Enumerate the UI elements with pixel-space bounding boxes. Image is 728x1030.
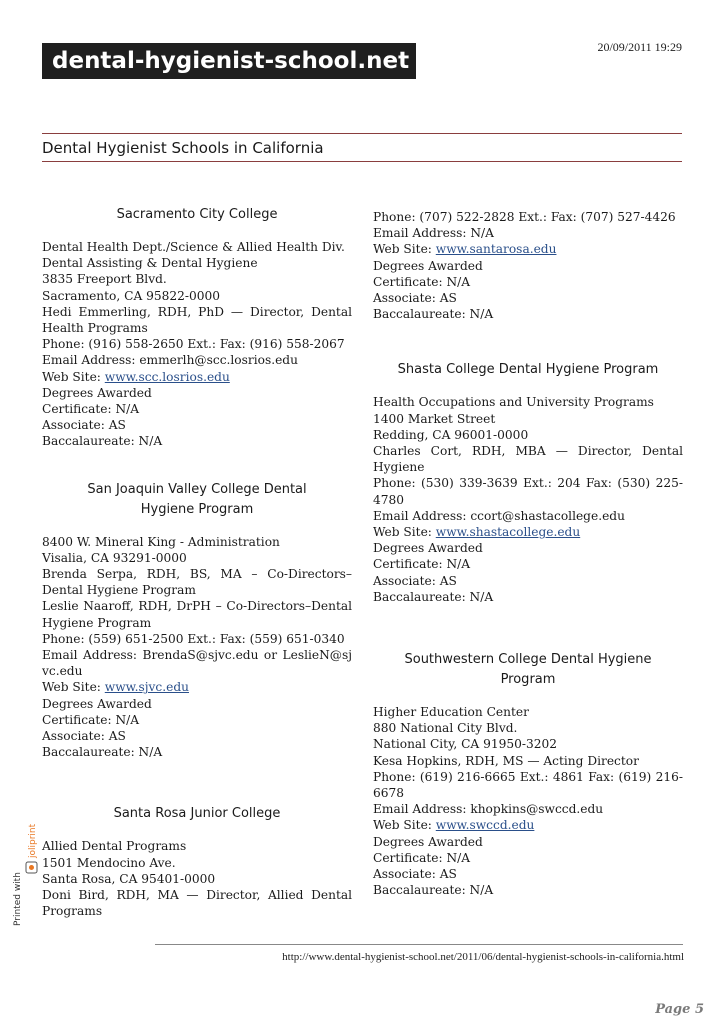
web-site-line	[373, 241, 683, 257]
entry-body	[373, 209, 683, 322]
entry-title: Shasta College Dental Hygiene Program	[397, 362, 659, 378]
entry-line: Baccalaureate: N/A	[373, 883, 494, 898]
entry-line: Phone: (916) 558-2650 Ext.: Fax: (916) 558-2067	[42, 337, 345, 352]
entry-line: Baccalaureate: N/A	[42, 434, 163, 449]
web-site-line	[373, 524, 683, 540]
entry-title: Santa Rosa Junior College	[113, 806, 281, 822]
entry-santa-rosa-continued	[373, 209, 683, 322]
entry-line: Phone: (707) 522-2828 Ext.: Fax: (707) 527-4426	[373, 210, 676, 224]
entry-line: Kesa Hopkins, RDH, MS — Acting Director	[373, 753, 639, 768]
entry-line: 1400 Market Street	[373, 411, 496, 426]
entry-line: Associate: AS	[42, 729, 126, 744]
joliprint-badge	[8, 818, 38, 928]
entry-line: Certificate: N/A	[373, 274, 471, 289]
entry-line: Associate: AS	[373, 291, 457, 306]
entry-line: Sacramento, CA 95822-0000	[42, 288, 221, 303]
entry-line: Leslie Naaroff, RDH, DrPH – Co-Directors–Dental Hygiene Program	[42, 599, 352, 630]
entry-body	[373, 394, 683, 605]
entry-body	[373, 704, 683, 898]
entry-title: Southwestern College Dental Hygiene Program	[404, 652, 652, 688]
entry-line: Phone: (530) 339-3639 Ext.: 204 Fax: (530) 225-4780	[373, 476, 683, 507]
entry-title: Sacramento City College	[116, 207, 278, 222]
entry-line: Phone: (559) 651-2500 Ext.: Fax: (559) 651-0340	[42, 631, 345, 646]
entry-line: Visalia, CA 93291-0000	[42, 550, 187, 565]
entry-shasta	[373, 360, 683, 605]
web-site-link[interactable]: www.santarosa.edu	[435, 242, 557, 257]
entry-line: Health Occupations and University Programs	[373, 395, 654, 410]
web-site-label: Web Site:	[373, 818, 436, 833]
entry-san-joaquin	[42, 480, 352, 761]
title-rule-bottom	[42, 161, 682, 162]
footer-rule	[155, 944, 683, 945]
page-title: Dental Hygienist Schools in California	[42, 139, 324, 157]
entry-line: Higher Education Center	[373, 705, 529, 720]
printed-with-label: Printed with	[13, 872, 23, 926]
entry-line: Charles Cort, RDH, MBA — Director, Dental Hygiene	[373, 444, 683, 475]
entry-body	[42, 239, 352, 450]
entry-line: Hedi Emmerling, RDH, PhD — Director, Dental Health Programs	[42, 304, 352, 336]
web-site-link[interactable]: www.scc.losrios.edu	[104, 369, 230, 384]
entry-line: Santa Rosa, CA 95401-0000	[42, 871, 216, 886]
joliprint-logo-icon	[8, 818, 38, 928]
left-column	[42, 205, 352, 920]
entry-line: Associate: AS	[42, 418, 126, 433]
entry-line: Email Address: N/A	[373, 226, 494, 241]
entry-line: Associate: AS	[373, 867, 457, 882]
web-site-label: Web Site:	[42, 369, 105, 384]
entry-line: Degrees Awarded	[373, 834, 483, 849]
footer-url: http://www.dental-hygienist-school.net/2011/06/dental-hygienist-schools-in-california.html	[282, 951, 684, 963]
entry-line: 1501 Mendocino Ave.	[42, 855, 176, 870]
entry-line: 3835 Freeport Blvd.	[42, 272, 167, 287]
entry-line: Certificate: N/A	[42, 712, 140, 727]
entry-line: Redding, CA 96001-0000	[373, 427, 529, 442]
entry-line: Degrees Awarded	[373, 541, 483, 556]
entry-line: Baccalaureate: N/A	[42, 745, 163, 760]
entry-southwestern	[373, 650, 683, 898]
entry-santa-rosa	[42, 804, 352, 919]
web-site-label: Web Site:	[42, 680, 105, 695]
web-site-label: Web Site:	[373, 242, 436, 257]
entry-line: Degrees Awarded	[42, 696, 152, 711]
entry-line: Degrees Awarded	[42, 385, 152, 400]
entry-title: San Joaquin Valley College Dental Hygiene Program	[87, 481, 307, 517]
entry-line: Dental Health Dept./Science & Allied Health Div.	[42, 240, 345, 254]
entry-line: Allied Dental Programs	[42, 839, 187, 854]
print-timestamp: 20/09/2011 19:29	[597, 40, 682, 54]
entry-line: Brenda Serpa, RDH, BS, MA – Co-Directors–Dental Hygiene Program	[42, 567, 352, 598]
page-number: Page 5	[655, 1002, 704, 1017]
web-site-link[interactable]: www.shastacollege.edu	[435, 525, 581, 540]
web-site-line	[42, 679, 352, 695]
site-banner: dental-hygienist-school.net	[42, 43, 416, 79]
entry-line: Email Address: ccort@shastacollege.edu	[373, 508, 625, 523]
entry-body	[42, 838, 352, 919]
web-site-line	[42, 369, 352, 385]
entry-line: 8400 W. Mineral King - Administration	[42, 534, 280, 549]
entry-line: Certificate: N/A	[373, 557, 471, 572]
entry-line: Certificate: N/A	[42, 402, 140, 417]
entry-line: Baccalaureate: N/A	[373, 589, 494, 604]
entry-line: Phone: (619) 216-6665 Ext.: 4861 Fax: (619) 216-6678	[373, 769, 683, 801]
entry-line: Baccalaureate: N/A	[373, 307, 494, 322]
entry-line: Dental Assisting & Dental Hygiene	[42, 256, 258, 271]
entry-line: Degrees Awarded	[373, 258, 483, 273]
entry-line: Certificate: N/A	[373, 850, 471, 865]
entry-line: Email Address: khopkins@swccd.edu	[373, 802, 604, 817]
entry-line: National City, CA 91950-3202	[373, 737, 557, 752]
title-rule-top	[42, 133, 682, 134]
entry-line: Email Address: emmerlh@scc.losrios.edu	[42, 353, 298, 368]
web-site-label: Web Site:	[373, 525, 436, 540]
right-column	[373, 209, 683, 899]
entry-body	[42, 534, 352, 761]
web-site-line	[373, 817, 683, 833]
entry-line: Email Address: BrendaS@sjvc.edu or LeslieN@sjvc.edu	[42, 648, 352, 679]
entry-sacramento	[42, 205, 352, 450]
web-site-link[interactable]: www.sjvc.edu	[104, 680, 189, 695]
joliprint-brand-label: joliprint	[28, 823, 38, 858]
web-site-link[interactable]: www.swccd.edu	[435, 818, 535, 833]
entry-line: Associate: AS	[373, 573, 457, 588]
entry-line: Doni Bird, RDH, MA — Director, Allied Dental Programs	[42, 888, 352, 919]
entry-line: 880 National City Blvd.	[373, 721, 518, 736]
